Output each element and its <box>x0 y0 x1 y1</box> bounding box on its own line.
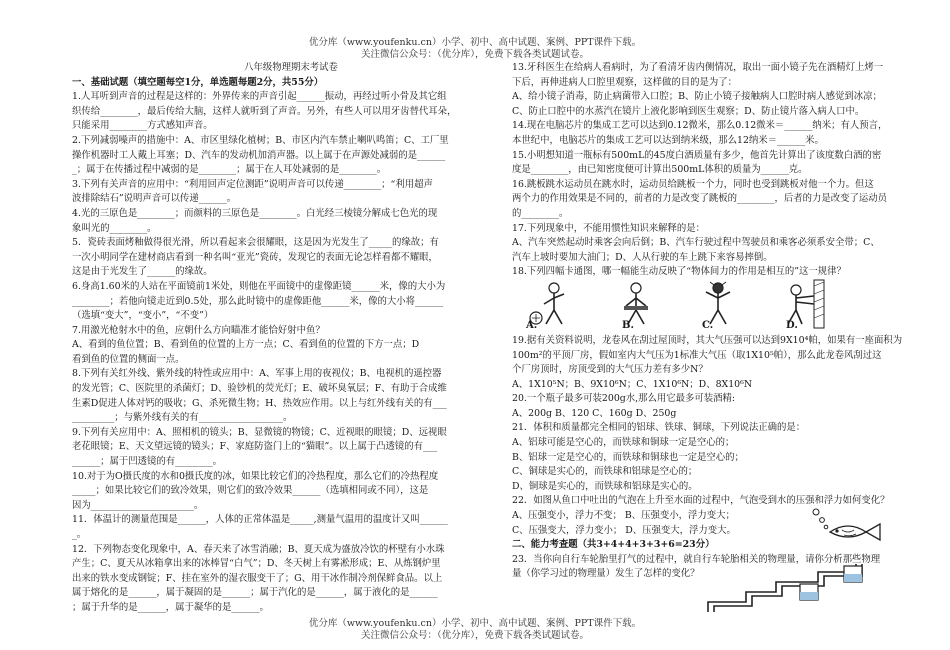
question-text-line: 22．如图从鱼口中吐出的气泡在上升至水面的过程中，气泡受到水的压强和浮力如何变化？ <box>512 495 890 507</box>
footer-line-2: 关注微信公众号：（优分库），免费下载各类试题试卷。 <box>360 630 589 641</box>
question-text-line: 23．当你向自行车轮胎里打气的过程中，就自行车轮胎相关的物理量，请你分析那些物理 <box>512 553 881 565</box>
figure-b-label: B. <box>622 320 634 332</box>
question-text-line: _________；与紫外线有关的有__________________。 <box>72 412 293 424</box>
question-text-line: 2.下列减弱噪声的措施中：A、市区里绿化植树；B、市区内汽车禁止喇叭鸣笛；C、工厂里 <box>72 134 449 146</box>
question-text-line: _。 <box>72 529 87 540</box>
question-text-line: 3.下列有关声音的应用中：“利用回声定位测距”说明声音可以传递________；“利用超声 <box>72 178 433 190</box>
question-text-line: 5．瓷砖表面烤釉做得很光滑，所以看起来会很耀眼，这是因为光发生了_____的缘故；有 <box>72 237 439 249</box>
question-text-line: 14.现在电脑芯片的集成工艺可以达到0.12微米，那么0.12微米＝______纳米；有人预言， <box>512 120 888 132</box>
question-text-line: ；属于升华的是______，属于凝华的是______。 <box>72 601 269 613</box>
question-text-line: A、1X10⁵N；B、9X10⁶N；C、1X10⁶N；D、8X10⁶N <box>512 378 753 390</box>
page-header <box>0 37 950 61</box>
question-text-line: 1.人耳听到声音的过程是这样的：外界传来的声音引起______振动，再经过听小骨及其它组 <box>72 91 447 103</box>
question-text-line: _；属于在传播过程中减弱的是________；属于在人耳处减弱的是________。 <box>72 164 387 176</box>
question-text-line: 操作机器时工人戴上耳塞；D、汽车的发动机加消声器。以上属于在声源处减弱的是______ <box>72 149 446 161</box>
question-text-line: 生素D促进人体对钙的吸收；G、杀死微生物；H、热效应作用。以上与红外线有关的有___ <box>72 397 447 409</box>
question-text-line: 本世纪中，电脑芯片的集成工艺可以达到纳米级，那么12纳米＝______米。 <box>512 134 824 146</box>
figure-d <box>770 280 834 334</box>
question-text-line: 属于熔化的是______，属于凝固的是______；属于汽化的是______，属于液化的是______ <box>72 587 438 599</box>
question-text-line: B、铝球一定是空心的，而铁球和铜球也一定是空心的； <box>512 451 744 463</box>
question-text-line: 100m²的平顶厂房，假如室内大气压为1标准大气压（取1X10⁵帕），那么此龙卷风刮过这 <box>512 349 882 361</box>
question-text-line: 16.跳板跳水运动员在跳水时，运动员给跳板一个力，同时也受到跳板对他一个力。但这 <box>512 178 874 190</box>
question-text-line: A、给小镜子消毒，防止病菌带入口腔；B、防止小镜子接触病人口腔时病人感觉到冰凉； <box>512 91 882 103</box>
figure-a-label: A. <box>526 320 538 332</box>
right-question-lines-a <box>512 61 892 280</box>
question-text-line: 8.下列有关红外线、紫外线的特性或应用中：A、军事上用的夜视仪；B、电视机的遥控器 <box>72 368 442 380</box>
question-text-line: 看到鱼的位置的侧面一点。 <box>72 353 185 365</box>
footer-line-1: 优分库（www.youfenku.cn）小学、初中、高中试题、案例、PPT课件下载。 <box>308 618 642 629</box>
question-text-line: 一次小明同学在建材商店看到一种名叫“亚光”瓷砖，发现它的表面无论怎样看都不耀眼， <box>72 251 438 263</box>
question-text-line: 18.下列四幅卡通图，哪一幅能生动反映了“物体间力的作用是相互的”这一规律？ <box>512 266 846 278</box>
question-text-line: 19.据有关资料说明，龙卷风在刮过屋顶时，其大气压强可以达到9X10⁴帕，如果有一座面积为 <box>512 334 903 346</box>
cartoon-figures <box>512 280 892 334</box>
question-text-line: 21．体积和质量都完全相同的铝球、铁球、铜球，下列说法正确的是： <box>512 422 806 434</box>
question-text-line: 下后，再伸进病人口腔里观察，这样做的目的是为了： <box>512 76 738 88</box>
question-text-line: 象叫光的________。 <box>72 222 157 234</box>
question-text-line: 6.身高1.60米的人站在平面镜前1米处，则他在平面镜中的虚像距镜______米，像的大小为 <box>72 280 446 292</box>
question-text-line: _____；如果比较它们的致冷效果，则它们的致冷效果______（选填相同或不同），这是 <box>72 485 429 497</box>
question-text-line: C、铜球是实心的，而铁球和铝球是空心的； <box>512 466 698 478</box>
question-text-line: 10.对于为O摄氏度的水和0摄氏度的冰，如果比较它们的冷热程度，那么它们的冷热程度 <box>72 470 439 482</box>
question-text-line: 只能采用________方式感知声音。 <box>72 120 213 132</box>
question-text-line: A、看到的鱼位置；B、看到鱼的位置的上方一点；C、看到鱼的位置的下方一点；D <box>72 339 420 351</box>
figure-d-label: D. <box>786 320 798 332</box>
question-text-line: A、200g B、120 C、160g D、250g <box>512 407 677 419</box>
question-text-line: 7.用激光枪射水中的鱼，应朝什么方向瞄准才能恰好射中鱼？ <box>72 324 325 336</box>
figure-a <box>524 280 584 334</box>
question-text-line: ________；若他向镜走近到0.5处，那么此时镜中的虚像距他______米，像的大小将______ <box>72 295 444 307</box>
question-text-line: 17.下列现象中，不能用惯性知识来解释的是： <box>512 222 706 234</box>
header-line-2: 关注微信公众号：（优分库），免费下载各类试题试卷。 <box>360 49 589 60</box>
question-text-line: 的发光管；C、医院里的杀菌灯；D、验钞机的荧光灯；E、破坏臭氧层；F、有助于合成维 <box>72 383 447 395</box>
figure-c <box>688 280 748 334</box>
question-text-line: A、铝球可能是空心的，而铁球和铜球一定是空心的； <box>512 437 735 449</box>
question-text-line: 因为______________________。 <box>72 499 204 511</box>
question-text-line: 波排除结石”说明声音可以传递______。 <box>72 193 237 205</box>
question-text-line: 产生；C、夏天从冰箱拿出来的冰棒冒“白气”；D、冬天树上有雾凇形成；E、从炼钢炉里 <box>72 558 441 570</box>
figure-b-drawing <box>608 280 668 334</box>
question-text-line: 度是________，由已知密度便可计算出500mL体积的质量为______克。 <box>512 164 808 176</box>
question-text-line: A、压强变小，浮力不变； B、压强变小，浮力变大； <box>512 510 735 522</box>
question-text-line: 20.一个瓶子最多可装200g水,那么用它最多可装酒精: <box>512 393 736 405</box>
question-text-line: 织传给________，最后传给大脑，这样人就听到了声音。另外，有些人可以用牙齿替代耳朵， <box>72 105 457 117</box>
question-text-line: 老花眼镜；E、天文望远镜的镜头；F、家庭防盗门上的“猫眼”。以上属于凸透镜的有___ <box>72 441 438 453</box>
exam-title: 八年级物理期末考试卷 <box>244 62 338 73</box>
question-text-line: A、汽车突然起动时乘客会向后倒；B、汽车行驶过程中驾驶员和乘客必须系安全带；C、 <box>512 237 880 249</box>
pipe-diagram <box>706 562 896 616</box>
figure-b <box>608 280 668 334</box>
left-question-lines <box>72 90 510 615</box>
question-text-line: 这是由于光发生了______的缘故。 <box>72 266 213 278</box>
question-text-line: 11．体温计的测量范围是______，人体的正常体温是_____,测量气温用的温度计又叫______ <box>72 514 448 526</box>
question-text-line: 12．下列物态变化现象中，A、春天来了冰雪消融；B、夏天成为盛放冷饮的杯壁有小水珠 <box>72 543 445 555</box>
section-1-heading: 一、基础试题（填空题每空1分，单选题每题2分，共55分） <box>72 76 324 88</box>
question-text-line: 15.小明想知道一瓶标有500mL的45度白酒质量有多少，他首先计算出了该度数白酒的密 <box>512 149 882 161</box>
question-text-line: C、防止口腔中的水蒸汽在镜片上液化影响到医生观察；D、防止镜片落入病人口中。 <box>512 105 865 117</box>
page-footer <box>0 618 950 642</box>
question-text-line: 4.光的三原色是________；而颜料的三原色是________。白光经三棱镜分解成七色光的现 <box>72 207 438 219</box>
fish-bubbles-illustration <box>808 506 888 546</box>
question-text-line: 出来的铁水变成钢锭；F、挂在室外的湿衣服变干了；G、用干冰作制冷剂保鲜食品。以上 <box>72 572 443 584</box>
question-text-line: 汽车上坡时要加大油门；D、人从行驶的车上跳下来容易摔倒。 <box>512 251 773 263</box>
figure-c-drawing <box>688 280 748 334</box>
header-line-1: 优分库（www.youfenku.cn）小学、初中、高中试题、案例、PPT课件下载。 <box>308 37 642 48</box>
question-text-line: D、铜球是实心的，而铁球和铝球是实心的。 <box>512 480 698 492</box>
question-text-line: ______；属于凹透镜的有________。 <box>72 456 223 468</box>
question-text-line: 两个力的作用效果是不同的，前者的力是改变了跳板的________，后者的力是改变了运动员 <box>512 193 888 205</box>
question-text-line: 13.牙科医生在给病人看病时，为了看清牙齿内侧情况，取出一面小镜子先在酒精灯上烤一 <box>512 62 884 73</box>
figure-d-drawing <box>770 280 834 334</box>
question-text-line: 个厂房顶时，房顶受到的大气压力差有多少N？ <box>512 364 708 376</box>
question-text-line: 9.下列有关应用中：A、照相机的镜头；B、显微镜的物镜；C、近视眼的眼镜；D、远视眼 <box>72 426 447 438</box>
section-2-heading: 二、能力考查题（共3+4+4+3+3+6=23分） <box>512 539 715 551</box>
question-text-line: C、压强变大，浮力变小； D、压强变大，浮力变大。 <box>512 524 736 536</box>
left-column <box>72 61 510 613</box>
question-text-line: 的________。 <box>512 207 569 219</box>
question-text-line: （选填“变大”，“变小”，“不变”） <box>72 310 214 322</box>
question-text-line: 量（你学习过的物理量）发生了怎样的变化？ <box>512 568 700 580</box>
figure-c-label: C. <box>702 320 714 332</box>
